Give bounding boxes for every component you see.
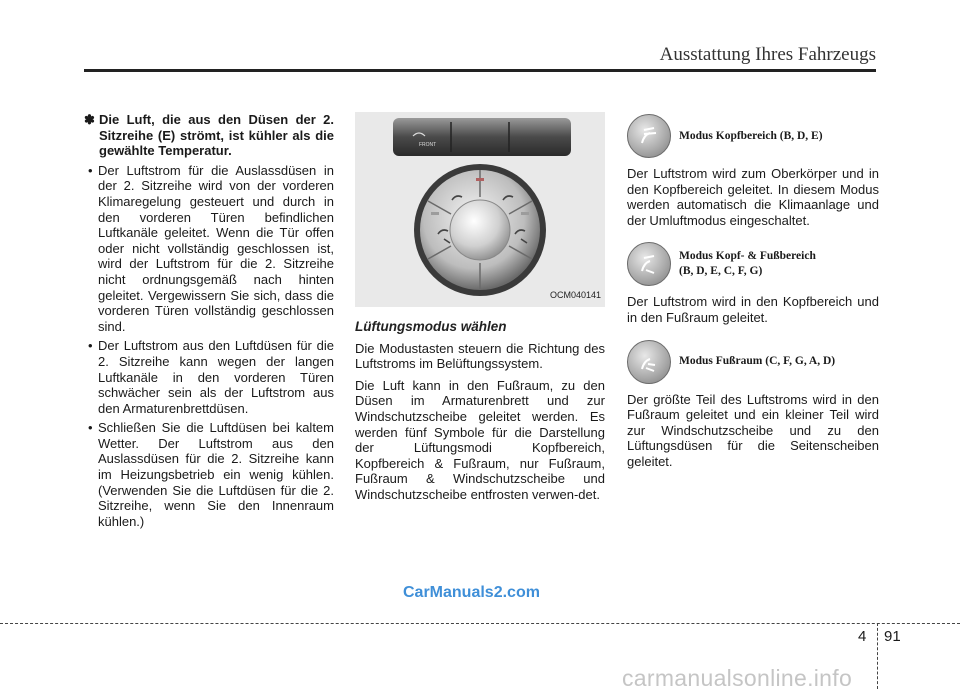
face-vent-icon — [627, 114, 671, 158]
chapter-number: 4 — [858, 628, 867, 645]
paragraph: Die Modustasten steuern die Richtung des Luftstroms im Belüftungssystem. — [355, 340, 605, 372]
figure-caption: OCM040141 — [549, 290, 601, 301]
mode-label — [679, 354, 835, 369]
note-text: Die Luft, die aus den Düsen der 2. Sitzreihe (E) strömt, ist kühler als die gewählte Temperatur. — [99, 112, 334, 159]
mode-description: Der Luftstrom wird zum Oberkörper und in den Kopfbereich geleitet. In diesem Modus werden automatisch die Klimaanlage und der Umluftmodus eingeschaltet. — [627, 166, 879, 228]
button-strip — [393, 118, 571, 156]
bullet-dot: • — [88, 420, 93, 436]
bi-level-vent-icon — [627, 242, 671, 286]
section-title: Lüftungsmodus wählen — [355, 319, 507, 334]
note — [84, 112, 334, 159]
bullet-dot: • — [88, 338, 93, 354]
column-right — [627, 112, 879, 476]
mode-label-line: Modus Kopfbereich (B, D, E) — [679, 129, 823, 142]
bullet-item — [84, 420, 334, 529]
dial-center-knob — [450, 200, 510, 260]
page-header-title: Ausstattung Ihres Fahrzeugs — [659, 44, 876, 65]
mode-label-line: (B, D, E, C, F, G) — [679, 265, 763, 278]
mode-label — [679, 249, 816, 279]
floor-vent-icon — [627, 340, 671, 384]
mode-face — [627, 114, 879, 158]
front-defrost-label: FRONT — [419, 142, 437, 148]
mode-floor — [627, 340, 879, 384]
site-watermark: carmanualsonline.info — [622, 665, 853, 691]
column-left — [84, 112, 334, 533]
header-rule — [84, 69, 876, 72]
climate-control-figure — [355, 112, 605, 307]
footer-rule — [0, 623, 960, 624]
note-mark: ✽ — [84, 112, 95, 127]
bullet-dot: • — [88, 162, 93, 178]
mode-dial-illustration — [355, 112, 605, 307]
footer-divider — [877, 623, 878, 689]
mode-bilevel — [627, 242, 879, 286]
mode-label — [679, 129, 823, 144]
watermark-link[interactable]: CarManuals2.com — [403, 584, 540, 601]
bullet-item — [84, 338, 334, 416]
bullet-text: Der Luftstrom aus den Luftdüsen für die 2. Sitzreihe kann wegen der langen Luftkanäle in den vorderen Türen schwächer sein als der Luftstrom aus den Armaturenbrettdüsen. — [98, 338, 334, 416]
mode-description: Der Luftstrom wird in den Kopfbereich und in den Fußraum geleitet. — [627, 294, 879, 325]
paragraph: Die Luft kann in den Fußraum, zu den Düsen im Armaturenbrett und zur Windschutzscheibe geleitet werden. Es werden fünf Symbole für die Darstellung der Lüftungsmodi Kopfbereich, Kopfbereich & Fußraum, nur Fußraum, Fußraum & Windschutzscheibe und Windschutzscheibe entfrosten verwen-det. — [355, 377, 605, 502]
mode-description: Der größte Teil des Luftstroms wird in den Fußraum geleitet und ein kleiner Teil wird zur Windschutzscheibe und zu den Lüftungsdüsen für die Seitenscheiben geleitet. — [627, 391, 879, 469]
bullet-item — [84, 163, 334, 335]
bullet-text: Der Luftstrom für die Auslassdüsen in der 2. Sitzreihe wird von der vorderen Klimaregelung gesteuert und durch in den vorderen Türen befindlichen Luftkanäle geleitet. Wenn die Tür offen oder nicht vollständig geschlossen ist, wird der Luftstrom für die 2. Sitzreihe nicht ordnungsgemäß nach hinten geleitet. Vergewissern Sie sich, dass die vorderen Türen vollständig geschlossen sind. — [98, 162, 334, 334]
page-number: 91 — [884, 628, 901, 645]
bullet-text: Schließen Sie die Luftdüsen bei kaltem Wetter. Der Luftstrom aus den Auslassdüsen für die 2. Sitzreihe kann im Heizungsbetrieb ein wenig kühlen. (Verwenden Sie die Luftdüsen für die 2. Sitzreihe, wenn Sie den Innenraum kühlen.) — [98, 420, 334, 529]
column-middle — [355, 112, 605, 509]
mode-label-line: Modus Kopf- & Fußbereich — [679, 250, 816, 263]
mode-label-line: Modus Fußraum (C, F, G, A, D) — [679, 355, 836, 368]
